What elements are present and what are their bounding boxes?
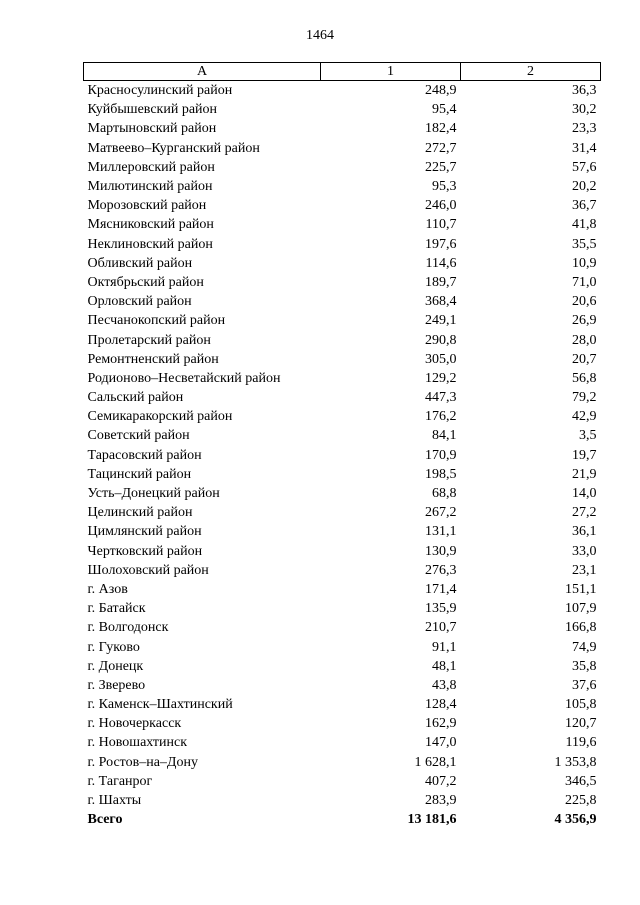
row-name-cell: г. Донецк	[87, 658, 144, 674]
row-name-cell: Цимлянский район	[87, 524, 202, 540]
row-name-cell: Орловский район	[87, 294, 192, 310]
table-row	[84, 772, 601, 791]
row-value-1-cell: 95,3	[432, 179, 457, 195]
row-name-cell: Куйбышевский район	[87, 102, 218, 118]
total-value-1-cell: 13 181,6	[407, 812, 457, 828]
table-row	[84, 618, 601, 637]
row-name-cell: Мартыновский район	[87, 121, 217, 137]
table-row	[84, 100, 601, 119]
row-name-cell: Морозовский район	[87, 198, 207, 214]
data-table	[83, 62, 601, 829]
row-value-2-cell: 23,1	[572, 562, 597, 578]
row-value-2-cell: 20,7	[572, 351, 597, 367]
table-row	[84, 695, 601, 714]
row-value-1-cell: 176,2	[425, 409, 457, 425]
row-value-2-cell: 35,5	[572, 236, 597, 252]
row-value-2-cell: 30,2	[572, 102, 597, 118]
row-value-1-cell: 197,6	[425, 236, 457, 252]
row-name-cell: г. Новочеркасск	[87, 716, 182, 732]
row-value-2-cell: 20,6	[572, 294, 597, 310]
row-value-2-cell: 36,7	[572, 198, 597, 214]
row-value-2-cell: 19,7	[572, 447, 597, 463]
row-value-1-cell: 189,7	[425, 274, 457, 290]
row-name-cell: г. Каменск–Шахтинский	[87, 697, 233, 713]
row-name-cell: г. Волгодонск	[87, 620, 169, 636]
row-value-1-cell: 68,8	[432, 486, 457, 502]
row-name-cell: Октябрьский район	[87, 274, 204, 290]
table-row	[84, 733, 601, 752]
table-row	[84, 714, 601, 733]
table-row	[84, 561, 601, 580]
row-name-cell: Обливский район	[87, 255, 193, 271]
row-value-1-cell: 305,0	[425, 351, 457, 367]
row-value-2-cell: 57,6	[572, 159, 597, 175]
table-row	[84, 196, 601, 215]
row-value-2-cell: 120,7	[565, 716, 597, 732]
row-value-2-cell: 36,3	[572, 83, 597, 99]
row-value-1-cell: 249,1	[425, 313, 457, 329]
row-value-1-cell: 210,7	[425, 620, 457, 636]
row-value-2-cell: 37,6	[572, 677, 597, 693]
table-row	[84, 388, 601, 407]
row-value-1-cell: 272,7	[425, 140, 457, 156]
row-value-1-cell: 129,2	[425, 370, 457, 386]
row-name-cell: Тарасовский район	[87, 447, 202, 463]
row-value-2-cell: 14,0	[572, 486, 597, 502]
row-value-2-cell: 21,9	[572, 466, 597, 482]
total-row	[84, 810, 601, 829]
table-row	[84, 484, 601, 503]
table-row	[84, 311, 601, 330]
row-value-1-cell: 147,0	[425, 735, 457, 751]
table-row	[84, 81, 601, 101]
row-value-2-cell: 346,5	[565, 773, 597, 789]
row-name-cell: Родионово–Несветайский район	[87, 370, 281, 386]
row-value-1-cell: 128,4	[425, 697, 457, 713]
row-value-1-cell: 182,4	[425, 121, 457, 137]
row-value-2-cell: 41,8	[572, 217, 597, 233]
row-value-2-cell: 33,0	[572, 543, 597, 559]
row-name-cell: г. Зверево	[87, 677, 146, 693]
table-row	[84, 753, 601, 772]
table-row	[84, 657, 601, 676]
row-value-2-cell: 225,8	[565, 793, 597, 809]
row-name-cell: Сальский район	[87, 390, 184, 406]
row-name-cell: Миллеровский район	[87, 159, 215, 175]
row-value-1-cell: 1 628,1	[414, 754, 457, 770]
row-value-1-cell: 368,4	[425, 294, 457, 310]
table-row	[84, 522, 601, 541]
row-name-cell: г. Батайск	[87, 601, 146, 617]
table-row	[84, 177, 601, 196]
row-name-cell: г. Гуково	[87, 639, 140, 655]
row-name-cell: Милютинский район	[87, 179, 213, 195]
row-value-2-cell: 105,8	[565, 697, 597, 713]
row-name-cell: Чертковский район	[87, 543, 203, 559]
row-value-1-cell: 110,7	[425, 217, 457, 233]
row-value-2-cell: 1 353,8	[554, 754, 597, 770]
row-value-2-cell: 3,5	[579, 428, 597, 444]
table-row	[84, 791, 601, 810]
table-row	[84, 119, 601, 138]
table-row	[84, 158, 601, 177]
row-value-2-cell: 119,6	[565, 735, 597, 751]
row-name-cell: г. Новошахтинск	[87, 735, 188, 751]
row-value-1-cell: 162,9	[425, 716, 457, 732]
table-row	[84, 465, 601, 484]
table-row	[84, 407, 601, 426]
row-value-1-cell: 170,9	[425, 447, 457, 463]
page-number: 1464	[306, 28, 334, 43]
row-value-1-cell: 225,7	[425, 159, 457, 175]
row-name-cell: Советский район	[87, 428, 190, 444]
row-name-cell: Неклиновский район	[87, 236, 213, 252]
row-value-2-cell: 26,9	[572, 313, 597, 329]
table-row	[84, 426, 601, 445]
row-name-cell: Матвеево–Курганский район	[87, 140, 260, 156]
table-row	[84, 330, 601, 349]
row-name-cell: Мясниковский район	[87, 217, 214, 233]
row-value-1-cell: 407,2	[425, 773, 457, 789]
row-value-1-cell: 131,1	[425, 524, 457, 540]
row-value-1-cell: 84,1	[432, 428, 457, 444]
table-row	[84, 503, 601, 522]
table-row	[84, 273, 601, 292]
row-value-1-cell: 283,9	[425, 793, 457, 809]
row-name-cell: Тацинский район	[87, 466, 192, 482]
row-value-2-cell: 56,8	[572, 370, 597, 386]
table-row	[84, 254, 601, 273]
row-value-2-cell: 20,2	[572, 179, 597, 195]
row-value-1-cell: 48,1	[432, 658, 457, 674]
table-body	[84, 81, 601, 830]
table-row	[84, 235, 601, 254]
row-value-1-cell: 267,2	[425, 505, 457, 521]
table-row	[84, 580, 601, 599]
column-header-1: 1	[321, 63, 461, 81]
column-header-a: A	[84, 63, 321, 81]
row-value-1-cell: 95,4	[432, 102, 457, 118]
table-row	[84, 542, 601, 561]
table-row	[84, 637, 601, 656]
table-header-row	[84, 63, 601, 81]
row-value-1-cell: 135,9	[425, 601, 457, 617]
table-row	[84, 676, 601, 695]
row-name-cell: Красносулинский район	[87, 83, 233, 99]
row-value-2-cell: 42,9	[572, 409, 597, 425]
row-value-1-cell: 198,5	[425, 466, 457, 482]
row-name-cell: г. Ростов–на–Дону	[87, 754, 198, 770]
row-value-2-cell: 28,0	[572, 332, 597, 348]
row-value-1-cell: 91,1	[432, 639, 457, 655]
row-value-2-cell: 36,1	[572, 524, 597, 540]
row-value-1-cell: 171,4	[425, 581, 457, 597]
row-value-1-cell: 43,8	[432, 677, 457, 693]
total-value-2-cell: 4 356,9	[554, 812, 597, 828]
row-value-1-cell: 114,6	[425, 255, 457, 271]
row-value-1-cell: 447,3	[425, 390, 457, 406]
column-header-2: 2	[461, 63, 601, 81]
row-value-1-cell: 246,0	[425, 198, 457, 214]
row-name-cell: Целинский район	[87, 505, 193, 521]
row-name-cell: Усть–Донецкий район	[87, 486, 220, 502]
row-value-2-cell: 74,9	[572, 639, 597, 655]
table-row	[84, 292, 601, 311]
row-value-1-cell: 130,9	[425, 543, 457, 559]
row-value-2-cell: 151,1	[565, 581, 597, 597]
total-label-cell: Всего	[87, 812, 123, 828]
table-row	[84, 350, 601, 369]
table-row	[84, 446, 601, 465]
row-value-2-cell: 31,4	[572, 140, 597, 156]
row-name-cell: г. Шахты	[87, 793, 142, 809]
row-value-2-cell: 79,2	[572, 390, 597, 406]
table-row	[84, 139, 601, 158]
row-value-1-cell: 276,3	[425, 562, 457, 578]
row-name-cell: Пролетарский район	[87, 332, 211, 348]
row-name-cell: Семикаракорский район	[87, 409, 233, 425]
table-row	[84, 215, 601, 234]
table-row	[84, 369, 601, 388]
row-value-2-cell: 166,8	[565, 620, 597, 636]
row-value-2-cell: 10,9	[572, 255, 597, 271]
row-value-2-cell: 23,3	[572, 121, 597, 137]
table-row	[84, 599, 601, 618]
row-value-1-cell: 248,9	[425, 83, 457, 99]
row-name-cell: Шолоховский район	[87, 562, 209, 578]
row-value-2-cell: 27,2	[572, 505, 597, 521]
row-value-2-cell: 107,9	[565, 601, 597, 617]
row-name-cell: Песчанокопский район	[87, 313, 226, 329]
row-name-cell: г. Азов	[87, 581, 128, 597]
row-value-2-cell: 71,0	[572, 274, 597, 290]
row-value-1-cell: 290,8	[425, 332, 457, 348]
row-value-2-cell: 35,8	[572, 658, 597, 674]
row-name-cell: Ремонтненский район	[87, 351, 219, 367]
row-name-cell: г. Таганрог	[87, 773, 153, 789]
